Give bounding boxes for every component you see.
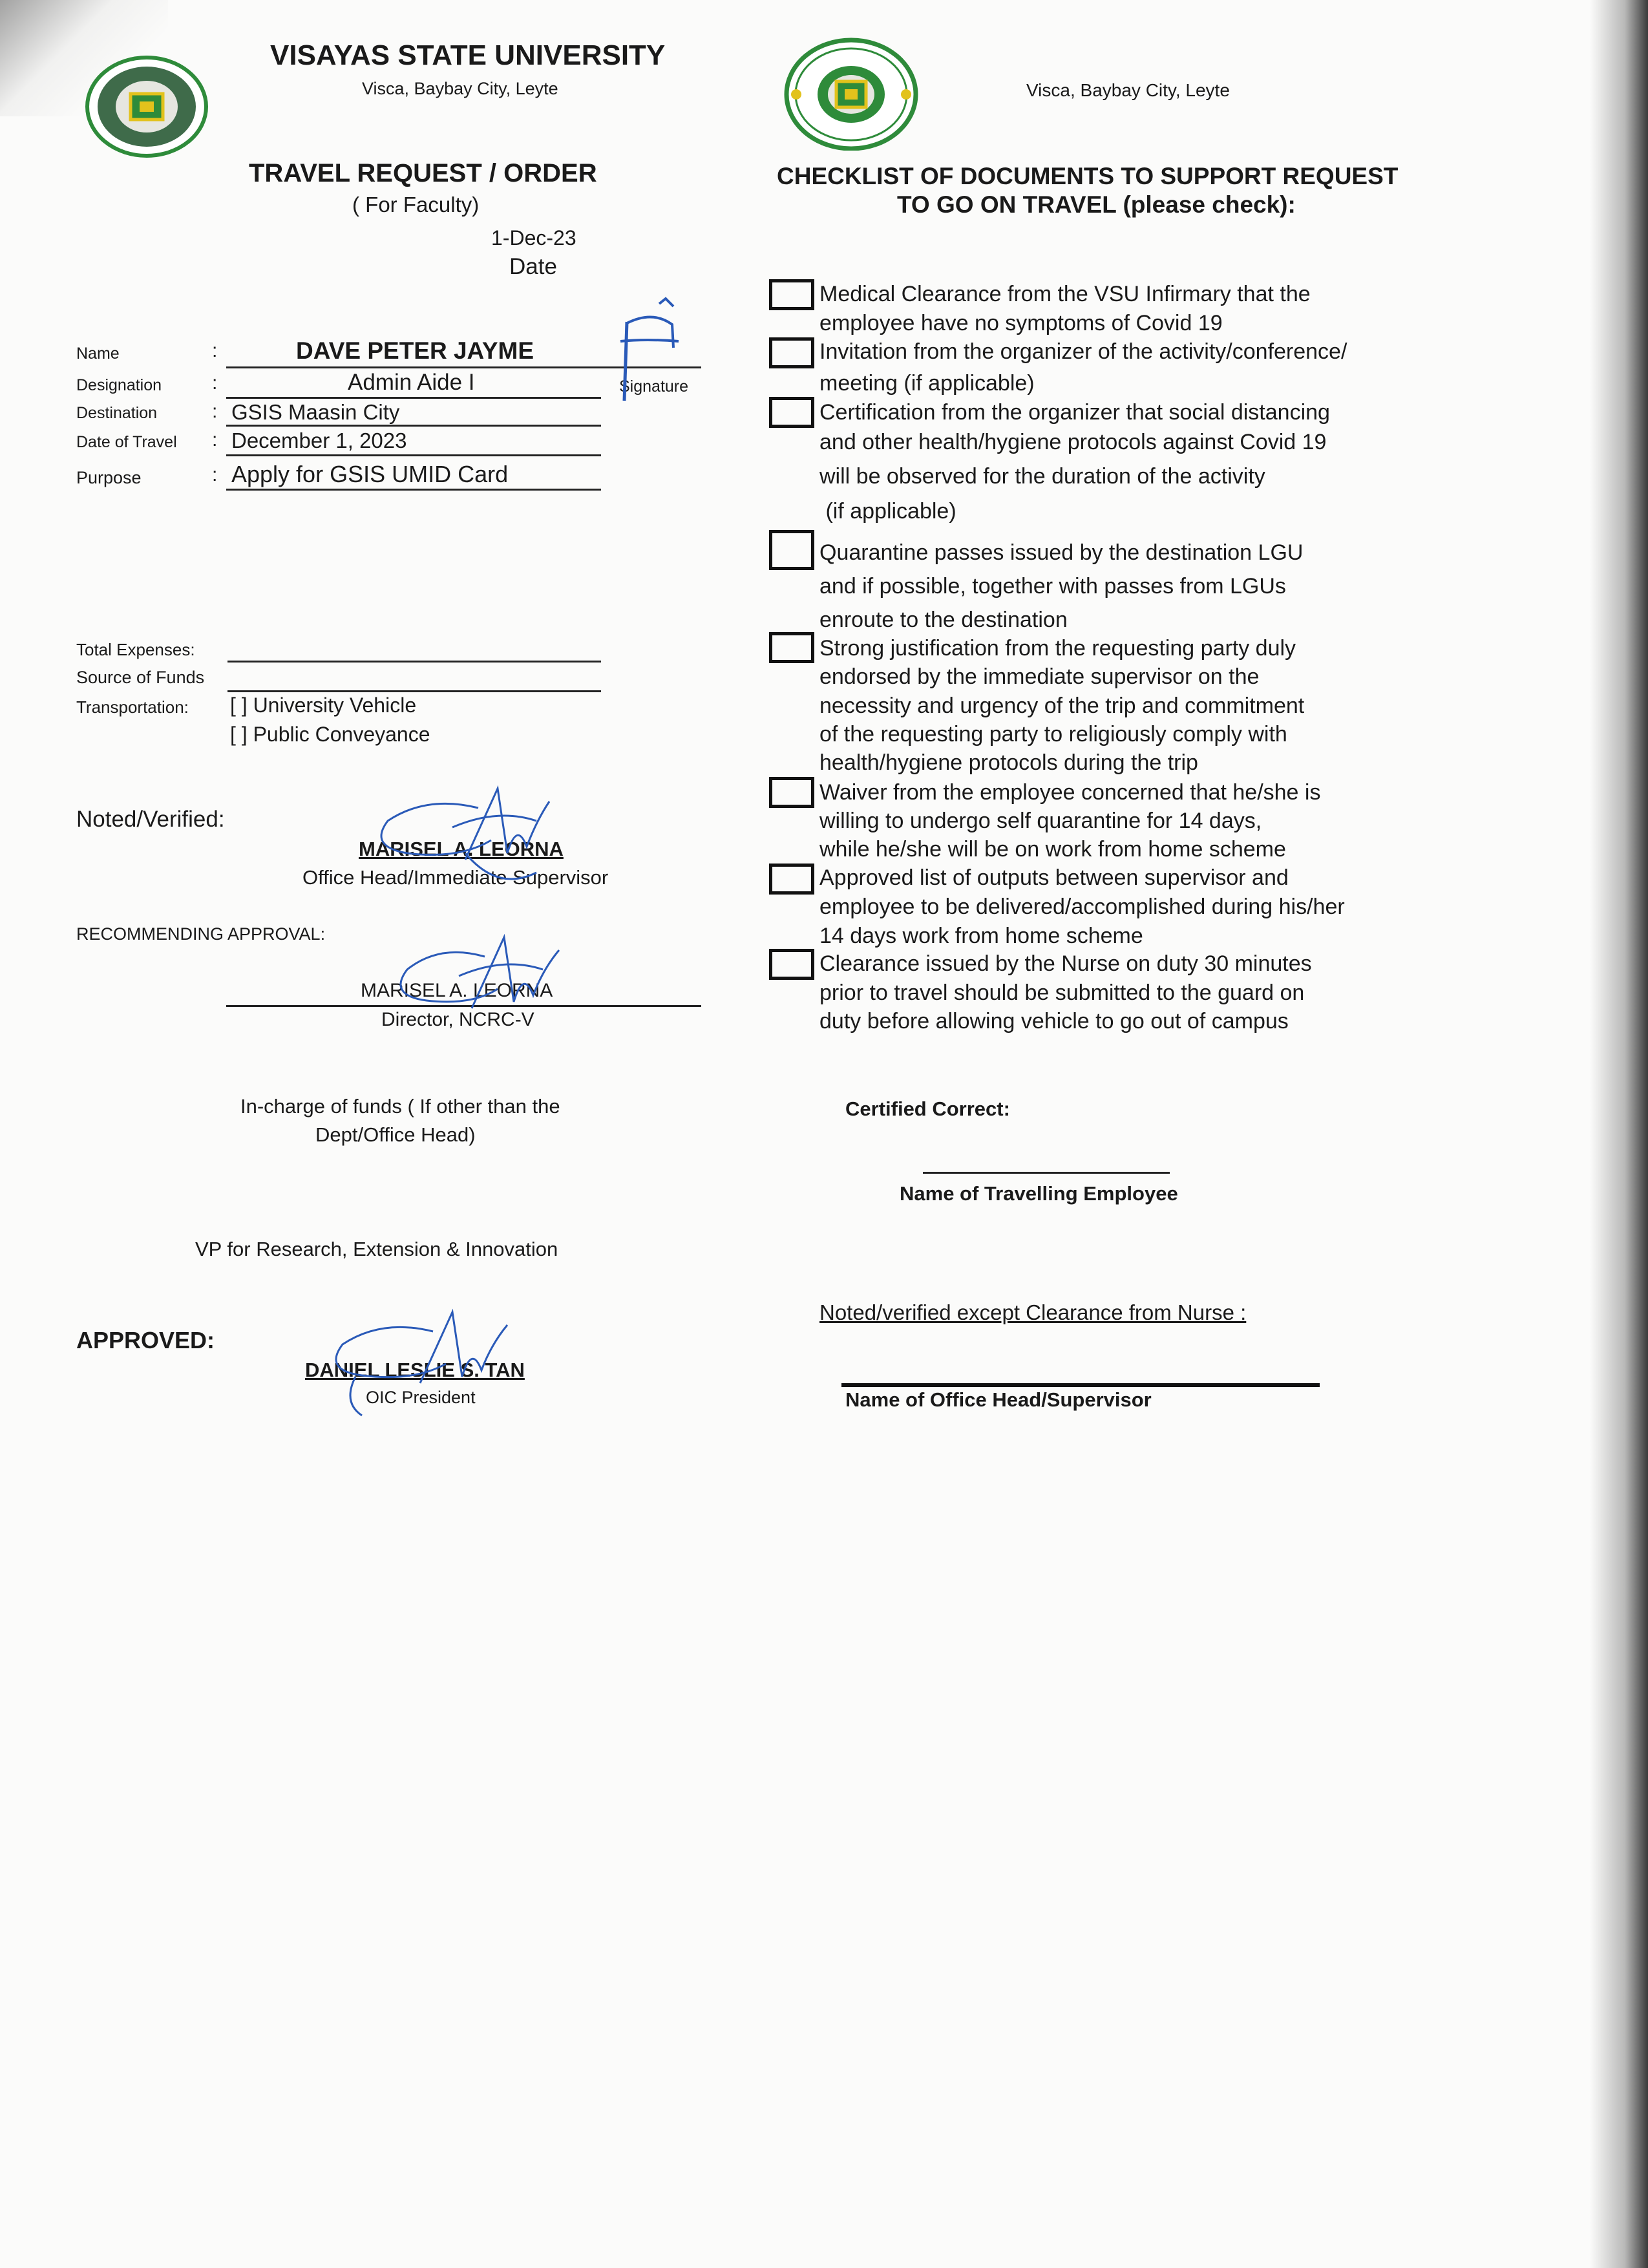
- date-label: Date: [509, 254, 557, 279]
- checklist-title-line1: CHECKLIST OF DOCUMENTS TO SUPPORT REQUEST: [777, 163, 1399, 189]
- item-quarantine-line2: and if possible, together with passes from LGUs: [819, 574, 1286, 599]
- transportation-label: Transportation:: [76, 697, 189, 717]
- item-nurse-line1: Clearance issued by the Nurse on duty 30 minutes: [819, 951, 1312, 976]
- designation-underline: [226, 397, 601, 399]
- item-waiver-line3: while he/she will be on work from home scheme: [819, 837, 1286, 862]
- transport-university-vehicle: [ ] University Vehicle: [230, 694, 417, 717]
- signature-label: Signature: [619, 377, 689, 396]
- office-head-label: Name of Office Head/Supervisor: [845, 1388, 1152, 1411]
- item-medical-line1: Medical Clearance from the VSU Infirmary that the: [819, 282, 1311, 306]
- employee-signature-line: [923, 1172, 1170, 1174]
- funds-incharge-line2: Dept/Office Head): [315, 1123, 476, 1146]
- date-of-travel-value: December 1, 2023: [231, 429, 407, 452]
- item-invitation-line2: meeting (if applicable): [819, 371, 1035, 396]
- noted-signature: [368, 782, 569, 905]
- checklist-title-line2: TO GO ON TRAVEL (please check):: [897, 191, 1296, 218]
- item-outputs-line2: employee to be delivered/accomplished during his/her: [819, 895, 1345, 919]
- item-medical-line2: employee have no symptoms of Covid 19: [819, 311, 1223, 335]
- certified-correct-label: Certified Correct:: [845, 1097, 1010, 1120]
- checkbox-approved-outputs[interactable]: [769, 864, 814, 895]
- item-nurse-line3: duty before allowing vehicle to go out of campus: [819, 1009, 1289, 1033]
- name-colon: :: [212, 340, 218, 361]
- name-value: DAVE PETER JAYME: [296, 337, 534, 364]
- item-waiver-line1: Waiver from the employee concerned that he/she is: [819, 780, 1321, 805]
- designation-colon: :: [212, 372, 218, 394]
- checkbox-medical-clearance[interactable]: [769, 279, 814, 310]
- noted-except-label: Noted/verified except Clearance from Nurse :: [819, 1300, 1247, 1324]
- total-expenses-line: [227, 661, 601, 662]
- approved-label: APPROVED:: [76, 1327, 215, 1353]
- date-of-travel-label: Date of Travel: [76, 433, 177, 451]
- funds-incharge-line1: In-charge of funds ( If other than the: [240, 1095, 560, 1118]
- item-outputs-line3: 14 days work from home scheme: [819, 924, 1143, 948]
- item-justification-line4: of the requesting party to religiously comply with: [819, 722, 1287, 747]
- recommending-approval-label: RECOMMENDING APPROVAL:: [76, 924, 326, 944]
- university-seal-left: [84, 55, 210, 158]
- noted-title: Office Head/Immediate Supervisor: [302, 866, 609, 889]
- item-justification-line1: Strong justification from the requesting party duly: [819, 636, 1296, 661]
- item-justification-line2: endorsed by the immediate supervisor on the: [819, 664, 1260, 689]
- source-of-funds-label: Source of Funds: [76, 668, 205, 687]
- purpose-label: Purpose: [76, 468, 142, 487]
- designation-label: Designation: [76, 376, 162, 394]
- destination-value: GSIS Maasin City: [231, 400, 400, 424]
- date-value: 1-Dec-23: [491, 226, 576, 249]
- item-justification-line5: health/hygiene protocols during the trip: [819, 750, 1198, 775]
- form-title: TRAVEL REQUEST / ORDER: [249, 159, 597, 187]
- noted-name: MARISEL A. LEORNA: [359, 838, 564, 860]
- item-quarantine-line3: enroute to the destination: [819, 608, 1068, 632]
- destination-underline: [226, 425, 601, 427]
- source-of-funds-line: [227, 690, 601, 692]
- approved-signature: [323, 1306, 523, 1422]
- travelling-employee-label: Name of Travelling Employee: [900, 1182, 1178, 1205]
- designation-value: Admin Aide I: [348, 370, 475, 395]
- recommending-name: MARISEL A. LEORNA: [361, 980, 553, 1001]
- total-expenses-label: Total Expenses:: [76, 640, 195, 659]
- item-certification-line4: (if applicable): [819, 499, 956, 524]
- checkbox-certification[interactable]: [769, 397, 814, 428]
- item-quarantine-line1: Quarantine passes issued by the destination LGU: [819, 540, 1304, 565]
- item-certification-line1: Certification from the organizer that social distancing: [819, 400, 1330, 425]
- item-justification-line3: necessity and urgency of the trip and commitment: [819, 694, 1305, 718]
- recommending-signature: [388, 931, 575, 1047]
- form-subtitle: ( For Faculty): [352, 193, 480, 217]
- checkbox-waiver[interactable]: [769, 777, 814, 808]
- approved-name: DANIEL LESLIE S. TAN: [305, 1359, 525, 1381]
- transport-public-conveyance: [ ] Public Conveyance: [230, 723, 430, 746]
- requester-signature: [614, 284, 698, 407]
- item-certification-line3: will be observed for the duration of the activity: [819, 464, 1265, 489]
- purpose-value: Apply for GSIS UMID Card: [231, 461, 509, 487]
- checkbox-justification[interactable]: [769, 632, 814, 663]
- vp-label: VP for Research, Extension & Innovation: [195, 1238, 558, 1260]
- checkbox-nurse-clearance[interactable]: [769, 949, 814, 980]
- checkbox-invitation[interactable]: [769, 337, 814, 368]
- recommending-title: Director, NCRC-V: [381, 1009, 534, 1030]
- item-invitation-line1: Invitation from the organizer of the activity/conference/: [819, 339, 1347, 364]
- item-outputs-line1: Approved list of outputs between supervisor and: [819, 865, 1289, 890]
- item-waiver-line2: willing to undergo self quarantine for 14 days,: [819, 809, 1262, 833]
- noted-verified-label: Noted/Verified:: [76, 807, 225, 832]
- date-of-travel-colon: :: [212, 429, 218, 450]
- item-certification-line2: and other health/hygiene protocols against Covid 19: [819, 430, 1327, 454]
- university-name: VISAYAS STATE UNIVERSITY: [270, 39, 666, 71]
- approved-title: OIC President: [366, 1388, 476, 1407]
- purpose-underline: [226, 489, 601, 491]
- date-of-travel-underline: [226, 454, 601, 456]
- office-head-signature-line: [841, 1383, 1320, 1387]
- checkbox-quarantine-passes[interactable]: [769, 530, 814, 570]
- scan-shadow-edge: [1590, 0, 1648, 2268]
- university-address-right: Visca, Baybay City, Leyte: [1026, 80, 1230, 100]
- destination-colon: :: [212, 401, 218, 422]
- destination-label: Destination: [76, 404, 158, 422]
- university-seal-right: [783, 37, 919, 151]
- purpose-colon: :: [212, 464, 218, 485]
- name-label: Name: [76, 344, 120, 363]
- item-nurse-line2: prior to travel should be submitted to the guard on: [819, 980, 1305, 1005]
- university-address-left: Visca, Baybay City, Leyte: [362, 79, 558, 98]
